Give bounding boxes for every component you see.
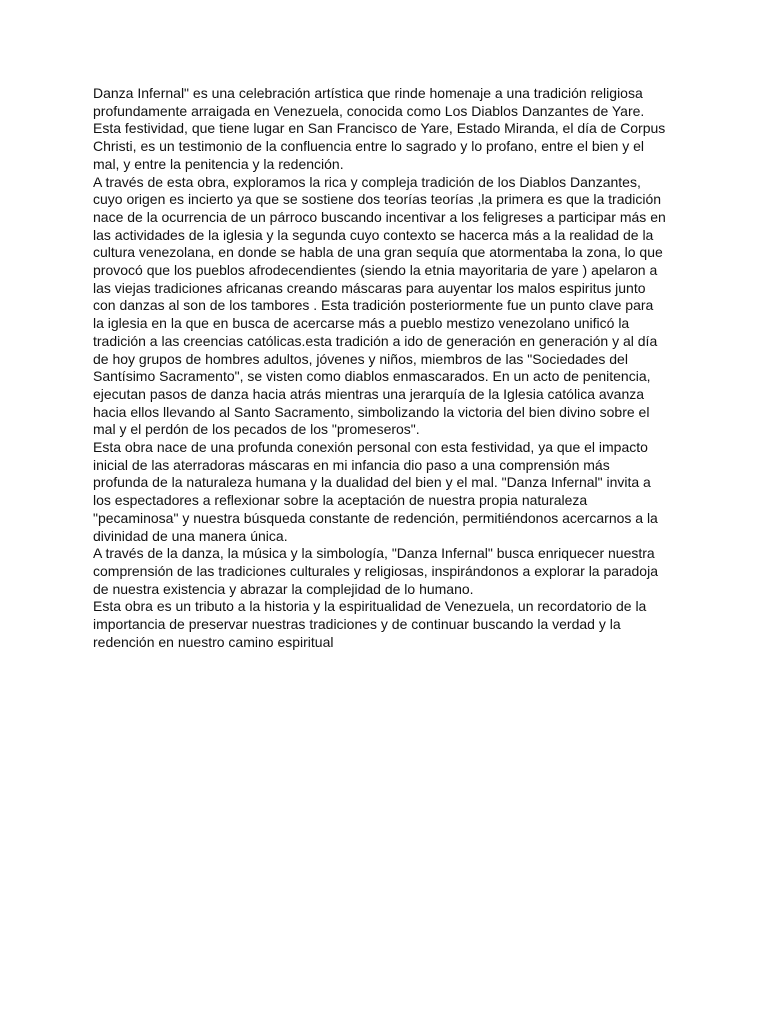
- text-line: ejecutan pasos de danza hacia atrás mientras una jerarquía de la Iglesia católica avanza: [93, 385, 645, 402]
- text-line: Santísimo Sacramento", se visten como diablos enmascarados. En un acto de penitencia,: [93, 368, 651, 385]
- text-line: tradición a las creencias católicas.esta tradición a ido de generación en generación y al día: [93, 332, 658, 349]
- text-line: inicial de las aterradoras máscaras en mi infancia dio paso a una comprensión más: [93, 456, 610, 473]
- text-line: con danzas al son de los tambores . Esta tradición posteriormente fue un punto clave para: [93, 297, 654, 314]
- text-line: Christi, es un testimonio de la confluencia entre lo sagrado y lo profano, entre el bien y el: [93, 138, 644, 155]
- text-line: hacia ellos llevando al Santo Sacramento, simbolizando la victoria del bien divino sobre el: [93, 403, 650, 420]
- text-line: de hoy grupos de hombres adultos, jóvenes y niños, miembros de las "Sociedades del: [93, 350, 628, 367]
- text-line: A través de esta obra, exploramos la rica y compleja tradición de los Diablos Danzantes,: [93, 173, 641, 190]
- text-line: Esta obra nace de una profunda conexión personal con esta festividad, ya que el impacto: [93, 439, 648, 456]
- text-line: cultura venezolana, en donde se habla de una gran sequía que atormentaba la zona, lo que: [93, 244, 663, 261]
- text-line: las actividades de la iglesia y la segunda cuyo contexto se hacerca más a la realidad de la: [93, 226, 654, 243]
- text-line: profunda de la naturaleza humana y la dualidad del bien y el mal. "Danza Infernal" invita a: [93, 474, 651, 491]
- text-line: provocó que los pueblos afrodecendientes (siendo la etnia mayoritaria de yare ) apelaron a: [93, 262, 658, 279]
- text-line: Danza Infernal" es una celebración artística que rinde homenaje a una tradición religiosa: [93, 85, 643, 101]
- text-line: mal, y entre la penitencia y la redención.: [93, 155, 344, 172]
- text-line: importancia de preservar nuestras tradiciones y de continuar buscando la verdad y la: [93, 616, 621, 633]
- text-line: la iglesia en la que en busca de acercarse más a pueblo mestizo venezolano unificó la: [93, 315, 630, 332]
- text-line: "pecaminosa" y nuestra búsqueda constante de redención, permitiéndonos acercarnos a la: [93, 509, 658, 526]
- text-line: Esta obra es un tributo a la historia y la espiritualidad de Venezuela, un recordatorio de la: [93, 598, 647, 615]
- text-line: Esta festividad, que tiene lugar en San Francisco de Yare, Estado Miranda, el día de Corpus: [93, 120, 666, 137]
- text-line: comprensión de las tradiciones culturales y religiosas, inspirándonos a explorar la paradoja: [93, 562, 658, 579]
- document-body: [93, 85, 677, 652]
- text-line: las viejas tradiciones africanas creando máscaras para auyentar los malos espiritus junto: [93, 279, 646, 296]
- text-line: mal y el perdón de los pecados de los "promeseros".: [93, 421, 420, 438]
- text-line: cuyo origen es incierto ya que se sostiene dos teorías teorías ,la primera es que la tradición: [93, 191, 662, 208]
- text-line: A través de la danza, la música y la simbología, "Danza Infernal" busca enriquecer nuestra: [93, 545, 655, 562]
- text-line: redención en nuestro camino espiritual: [93, 633, 334, 650]
- text-line: los espectadores a reflexionar sobre la aceptación de nuestra propia naturaleza: [93, 492, 588, 509]
- text-line: divinidad de una manera única.: [93, 527, 288, 544]
- text-line: de nuestra existencia y abrazar la complejidad de lo humano.: [93, 580, 474, 597]
- text-line: nace de la ocurrencia de un párroco buscando incentivar a los feligreses a participar más en: [93, 208, 666, 225]
- text-line: profundamente arraigada en Venezuela, conocida como Los Diablos Danzantes de Yare.: [93, 102, 645, 119]
